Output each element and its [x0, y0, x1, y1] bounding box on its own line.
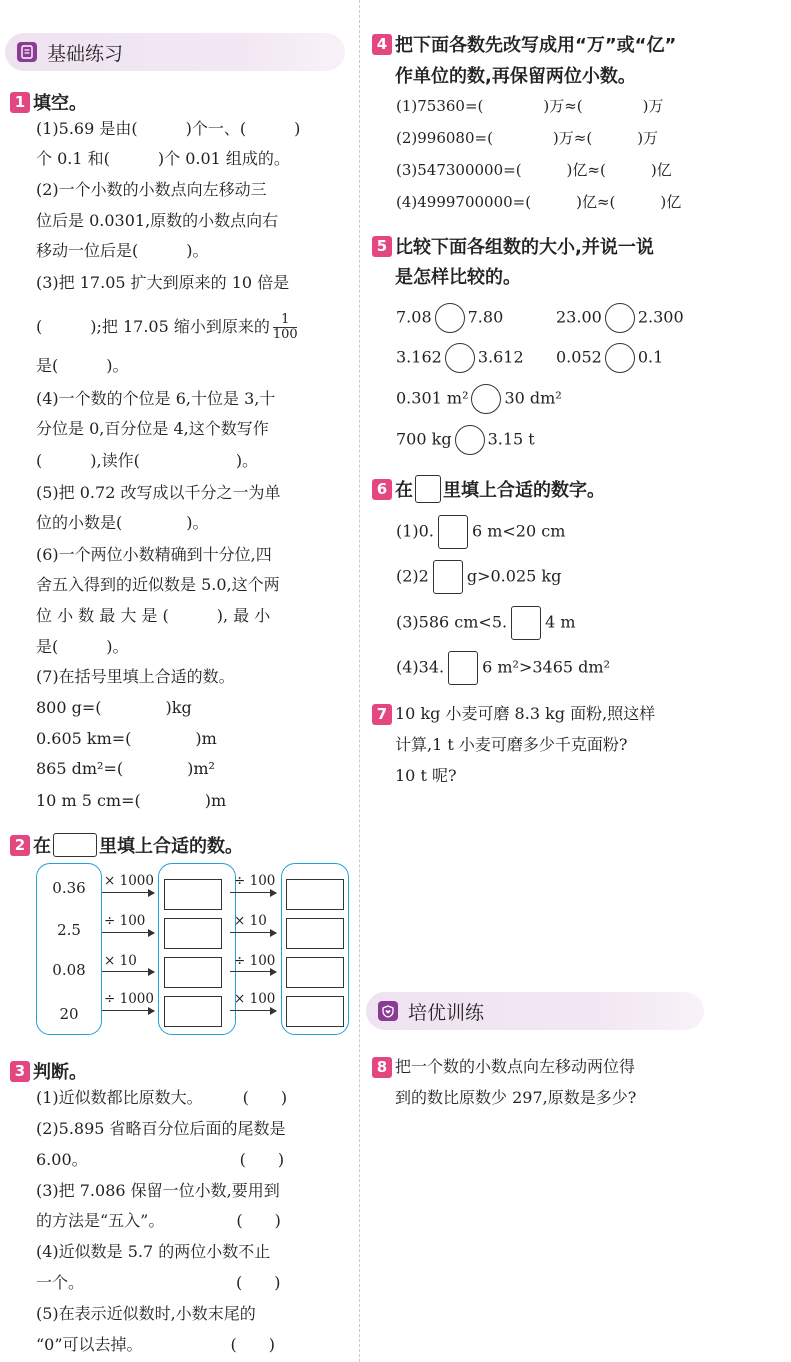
question-number-badge: 5: [372, 236, 392, 257]
q3-line: 的方法是“五入”。 ( ): [36, 1211, 281, 1230]
arrow: [230, 1010, 276, 1011]
fraction-numerator: 1: [281, 312, 290, 327]
q1-line: 是( )。: [36, 356, 129, 375]
q3-line: (5)在表示近似数时,小数末尾的: [36, 1304, 256, 1323]
q1-line: 分位是 0,百分位是 4,这个数写作: [36, 419, 269, 438]
question-number-badge: 8: [372, 1057, 392, 1078]
fraction-denominator: 100: [272, 327, 298, 342]
answer-box[interactable]: [286, 957, 344, 988]
blank-box-sample: [415, 475, 441, 503]
section-title: 基础练习: [47, 42, 124, 65]
q1-line: (1)5.69 是由( )个一、( ): [36, 119, 301, 138]
row-suffix: 4 m: [545, 612, 576, 632]
q1-line: (7)在括号里填上合适的数。: [36, 667, 235, 686]
column-divider: [359, 0, 360, 1362]
operation-flow-diagram: [36, 863, 349, 1038]
answer-box[interactable]: [164, 879, 222, 910]
compare-right: 3.15 t: [487, 429, 535, 449]
q8-text: 把一个数的小数点向左移动两位得: [395, 1057, 636, 1076]
question-6-heading: [372, 475, 605, 503]
compare-left: 23.00: [556, 307, 602, 327]
compare-right: 2.300: [637, 307, 684, 327]
question-number-badge: 1: [10, 92, 30, 113]
question-title: 填空。: [33, 93, 87, 114]
section-header-advanced: [366, 992, 704, 1030]
answer-box[interactable]: [286, 996, 344, 1027]
fraction-one-hundredth: [273, 313, 298, 342]
q4-line: (4)4999700000=( )亿≈( )亿: [396, 193, 682, 211]
question-title-post: 里填上合适的数字。: [443, 480, 605, 501]
operation-label: ÷ 100: [234, 873, 276, 889]
compare-left: 700 kg: [396, 429, 452, 449]
q1-line: (2)一个小数的小数点向左移动三: [36, 180, 267, 199]
q1-line: 865 dm²=( )m²: [36, 759, 215, 778]
digit-fill-row: [396, 515, 565, 549]
comparison-pair: [396, 425, 535, 455]
q1-line: ( ),读作( )。: [36, 451, 259, 470]
operation-label: × 1000: [104, 873, 154, 889]
operation-label: ÷ 100: [234, 953, 276, 969]
compare-left: 7.08: [396, 307, 432, 327]
q3-line: (2)5.895 省略百分位后面的尾数是: [36, 1119, 286, 1138]
q1-line: 位后是 0.0301,原数的小数点向右: [36, 211, 279, 230]
question-3-heading: [10, 1058, 87, 1084]
digit-fill-row: [396, 651, 610, 685]
question-number-badge: 3: [10, 1061, 30, 1082]
row-prefix: (1)0.: [396, 521, 434, 541]
q3-line: “0”可以去掉。 ( ): [36, 1335, 276, 1354]
q1-line: 10 m 5 cm=( )m: [36, 791, 227, 810]
q3-line: 一个。 ( ): [36, 1273, 281, 1292]
q1-line: ( );把 17.05 缩小到原来的: [36, 317, 270, 336]
q1-line: 位 小 数 最 大 是 ( ), 最 小: [36, 606, 271, 625]
compare-circle[interactable]: [445, 343, 475, 373]
q7-text: 10 kg 小麦可磨 8.3 kg 面粉,照这样: [395, 704, 656, 723]
question-number-badge: 6: [372, 479, 392, 500]
operation-label: × 10: [104, 953, 137, 969]
q4-line: (2)996080=( )万≈( )万: [396, 129, 659, 147]
question-8-line: [372, 1056, 635, 1078]
arrow: [230, 971, 276, 972]
question-number-badge: 7: [372, 704, 392, 725]
row-prefix: (3)586 cm<5.: [396, 612, 508, 632]
answer-box[interactable]: [164, 918, 222, 949]
q3-line: (4)近似数是 5.7 的两位小数不止: [36, 1242, 271, 1261]
operation-label: × 100: [234, 991, 276, 1007]
q4-line: (3)547300000=( )亿≈( )亿: [396, 161, 672, 179]
compare-circle[interactable]: [605, 303, 635, 333]
blank-box-sample: [53, 833, 97, 857]
start-value: 0.36: [52, 879, 86, 897]
document-icon: [17, 42, 37, 62]
row-prefix: (4)34.: [396, 657, 445, 677]
question-number-badge: 4: [372, 34, 392, 55]
compare-right: 0.1: [637, 347, 664, 367]
question-5-heading: [372, 233, 654, 259]
start-value: 0.08: [52, 961, 86, 979]
question-4-heading: [372, 31, 676, 57]
arrow: [102, 1010, 154, 1011]
q3-line: (1)近似数都比原数大。 ( ): [36, 1088, 288, 1107]
answer-box[interactable]: [286, 879, 344, 910]
q1-line: 0.605 km=( )m: [36, 729, 217, 748]
comparison-pair: [396, 343, 524, 373]
q1-line: (4)一个数的个位是 6,十位是 3,十: [36, 389, 276, 408]
q1-line: 移动一位后是( )。: [36, 241, 209, 260]
q1-line: (3)把 17.05 扩大到原来的 10 倍是: [36, 273, 290, 292]
q1-line: 800 g=( )kg: [36, 698, 192, 717]
arrow: [230, 932, 276, 933]
q3-line: (3)把 7.086 保留一位小数,要用到: [36, 1181, 280, 1200]
q1-line: (6)一个两位小数精确到十分位,四: [36, 545, 272, 564]
compare-circle[interactable]: [435, 303, 465, 333]
q1-line: 是( )。: [36, 637, 129, 656]
row-suffix: 6 m<20 cm: [471, 521, 566, 541]
operation-label: × 10: [234, 913, 267, 929]
compare-left: 0.301 m²: [396, 388, 469, 408]
digit-fill-row: [396, 606, 576, 640]
q3-line: 6.00。 ( ): [36, 1150, 285, 1169]
answer-box[interactable]: [164, 957, 222, 988]
operation-label: ÷ 100: [104, 913, 146, 929]
compare-left: 0.052: [556, 347, 602, 367]
question-1-heading: [10, 89, 87, 115]
section-header-basic: [5, 33, 345, 71]
q7-line: 10 t 呢?: [395, 766, 457, 785]
digit-box[interactable]: [448, 651, 478, 685]
digit-box[interactable]: [511, 606, 541, 640]
answer-box[interactable]: [164, 996, 222, 1027]
question-number-badge: 2: [10, 835, 30, 856]
arrow: [102, 971, 154, 972]
arrow: [102, 932, 154, 933]
question-title-pre: 在: [33, 836, 51, 857]
compare-right: 3.612: [477, 347, 524, 367]
q4-line: (1)75360=( )万≈( )万: [396, 97, 664, 115]
comparison-pair: [396, 384, 562, 414]
comparison-pair: [396, 303, 503, 333]
digit-box[interactable]: [438, 515, 468, 549]
compare-right: 30 dm²: [504, 388, 562, 408]
question-title-pre: 在: [395, 480, 413, 501]
question-title: 把下面各数先改写成用“万”或“亿”: [395, 35, 677, 56]
compare-right: 7.80: [467, 307, 504, 327]
q1-line: (5)把 0.72 改写成以千分之一为单: [36, 483, 281, 502]
compare-circle[interactable]: [455, 425, 485, 455]
compare-circle[interactable]: [605, 343, 635, 373]
row-suffix: g>0.025 kg: [466, 566, 562, 586]
digit-box[interactable]: [433, 560, 463, 594]
question-7-line: [372, 703, 655, 725]
question-2-heading: [10, 832, 243, 858]
start-value: 2.5: [57, 921, 81, 939]
start-value: 20: [59, 1005, 79, 1023]
comparison-pair: [556, 343, 663, 373]
compare-left: 3.162: [396, 347, 442, 367]
row-prefix: (2)2: [396, 566, 429, 586]
q1-line-with-fraction: [36, 313, 298, 342]
shield-heart-icon: [378, 1001, 398, 1021]
comparison-pair: [556, 303, 684, 333]
q1-line: 位的小数是( )。: [36, 513, 209, 532]
compare-circle[interactable]: [471, 384, 501, 414]
answer-box[interactable]: [286, 918, 344, 949]
arrow: [102, 892, 154, 893]
section-title: 培优训练: [408, 1001, 485, 1024]
question-title: 判断。: [33, 1062, 87, 1083]
operation-label: ÷ 1000: [104, 991, 154, 1007]
question-title: 比较下面各组数的大小,并说一说: [395, 237, 654, 258]
row-suffix: 6 m²>3465 dm²: [482, 657, 610, 677]
digit-fill-row: [396, 560, 561, 594]
arrow: [230, 892, 276, 893]
q7-line: 计算,1 t 小麦可磨多少千克面粉?: [395, 735, 628, 754]
question-5-heading-cont: 是怎样比较的。: [395, 267, 521, 288]
question-title-post: 里填上合适的数。: [99, 836, 243, 857]
question-4-heading-cont: 作单位的数,再保留两位小数。: [395, 66, 636, 87]
q1-line: 舍五入得到的近似数是 5.0,这个两: [36, 575, 280, 594]
q1-line: 个 0.1 和( )个 0.01 组成的。: [36, 149, 290, 168]
q8-line: 到的数比原数少 297,原数是多少?: [395, 1088, 637, 1107]
